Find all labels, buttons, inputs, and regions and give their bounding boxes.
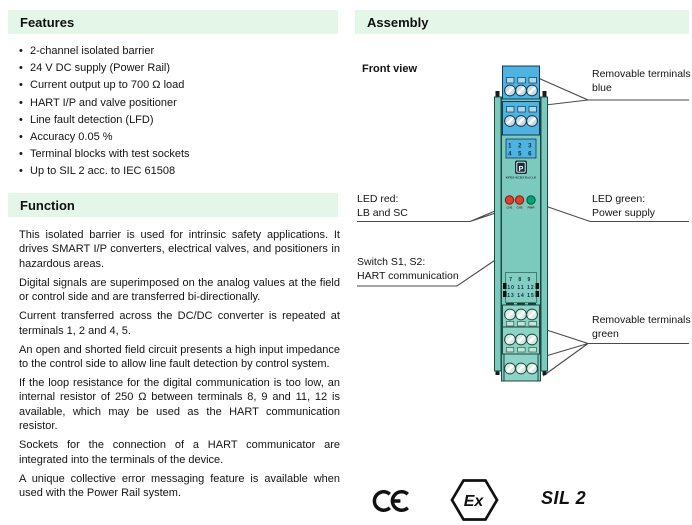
callout-led-green: LED green: Power supply xyxy=(592,193,656,219)
leader-switch xyxy=(357,260,496,287)
list-item: • 2-channel isolated barrier xyxy=(19,43,339,60)
ex-mark-glyph: Ex xyxy=(463,493,484,510)
front-view-label: Front view xyxy=(362,63,418,75)
leader-led-green xyxy=(541,205,689,222)
ce-mark xyxy=(374,492,407,510)
paragraph: If the loop resistance for the digital communication is too low, an internal resistor of 250 Ω between terminals 8, 9 and 11, 12 is available, which may be used as the HART communication resistor. xyxy=(19,377,340,433)
paragraph: Sockets for the connection of a HART communicator are integrated into the terminals of the device. xyxy=(19,439,340,466)
paragraph: Current transferred across the DC/DC converter is repeated at terminals 1, 2 and 4, 5. xyxy=(19,310,340,337)
leader-terminals-blue xyxy=(537,78,689,107)
list-item: • HART I/P and valve positioner xyxy=(19,95,339,112)
function-title: Function xyxy=(20,197,75,213)
led-red-ch2 xyxy=(515,196,523,204)
terminal-numbers-789: 7 8 9 xyxy=(509,277,533,283)
terminal-block-green-3 xyxy=(504,354,538,381)
ex-mark xyxy=(452,481,497,520)
terminal-block-green-1 xyxy=(503,305,540,327)
list-item: • Current output up to 700 Ω load xyxy=(19,77,339,94)
leader-terminals-green xyxy=(539,328,689,377)
pepperl-fuchs-logo xyxy=(515,161,527,175)
terminal-numbers-101112: 10 11 12 xyxy=(507,285,535,291)
callout-terminals-blue: Removable terminals blue xyxy=(592,68,691,94)
list-item: • 24 V DC supply (Power Rail) xyxy=(19,60,339,77)
paragraph: This isolated barrier is used for intrinsic safety applications. It drives SMART I/P converters, electrical valves, and positioners in hazardous areas. xyxy=(19,229,340,270)
callout-led-red: LED red: LB and SC xyxy=(357,193,408,219)
status-leds xyxy=(505,196,535,210)
paragraph: Digital signals are superimposed on the analog values at the field or control side and are transferred bi-directionally. xyxy=(19,276,340,304)
paragraph: A unique collective error messaging feature is available when used with the Power Rail system. xyxy=(19,472,340,500)
paragraph: An open and shorted field circuit presents a high input impedance to the control side to allow line fault detection by control system. xyxy=(19,343,340,371)
led-red-ch1 xyxy=(505,196,513,204)
callout-terminals-green: Removable terminals green xyxy=(592,314,691,340)
led-label-ch1: CH1 xyxy=(506,205,513,210)
rail-left xyxy=(495,97,502,371)
list-item: • Up to SIL 2 acc. to IEC 61508 xyxy=(19,163,339,180)
terminal-number-panel-bottom xyxy=(503,273,539,307)
terminal-block-green-2 xyxy=(503,327,540,354)
terminal-numbers-131415: 13 14 15 xyxy=(507,293,535,299)
features-title: Features xyxy=(20,14,75,30)
terminal-numbers-456: 4 5 6 xyxy=(508,151,534,158)
list-item: • Line fault detection (LFD) xyxy=(19,112,339,129)
list-item: • Terminal blocks with test sockets xyxy=(19,146,339,163)
rail-right xyxy=(541,97,548,371)
model-label: KFD2-SCD2-Ex2.LK xyxy=(505,175,537,180)
led-label-pwr: PWR xyxy=(527,205,535,210)
callout-switch: Switch S1, S2: HART communication xyxy=(357,256,459,282)
terminal-numbers-123: 1 2 3 xyxy=(508,143,534,150)
list-item: • Accuracy 0.05 % xyxy=(19,129,339,146)
assembly-title: Assembly xyxy=(367,14,429,30)
terminal-number-panel-top xyxy=(506,139,536,158)
logo-glyph: P xyxy=(518,165,524,173)
sil2-mark: SIL 2 xyxy=(541,488,587,508)
led-label-ch2: CH2 xyxy=(516,205,523,210)
terminal-block-blue-1 xyxy=(503,66,540,99)
led-green-pwr xyxy=(527,196,535,204)
terminal-block-blue-2 xyxy=(503,102,540,136)
device-front-view xyxy=(495,66,548,381)
leader-led-red xyxy=(357,206,518,222)
terminal-screws xyxy=(505,116,538,127)
terminal-screws xyxy=(505,85,538,96)
